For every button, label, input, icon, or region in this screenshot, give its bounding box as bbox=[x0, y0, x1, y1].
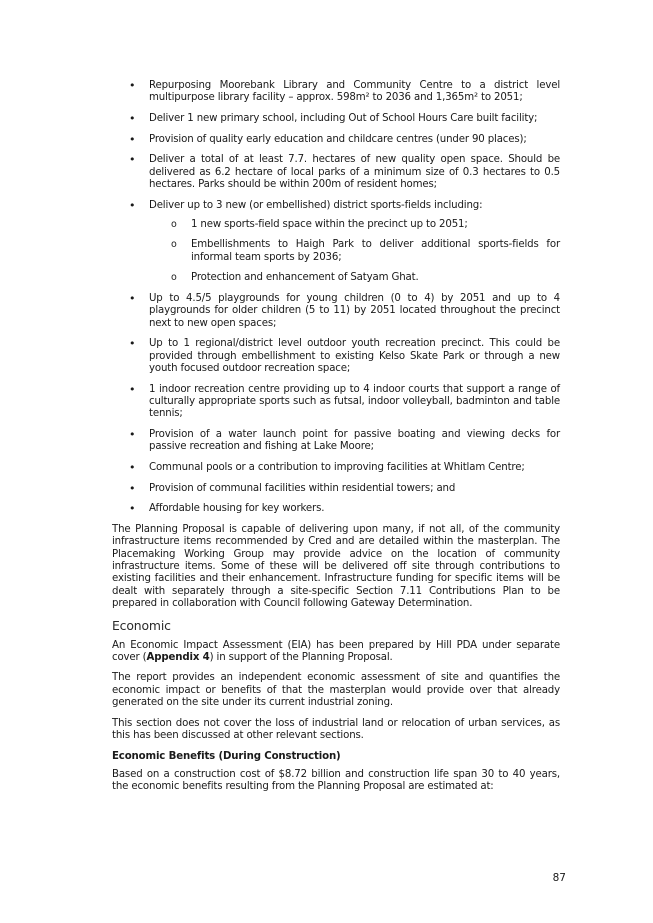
bullet-item bbox=[112, 483, 560, 495]
bullet-text: Deliver up to 3 new (or embellished) district sports-fields including: bbox=[149, 199, 483, 211]
bullet-item bbox=[112, 429, 560, 454]
bullet-text: Up to 4.5/5 playgrounds for young children (0 to 4) by 2051 and up to 4 playgrounds for older children (5 to 11) by 2051 located throughout the precinct next to new open spaces; bbox=[149, 292, 560, 329]
sub-bullet-text: 1 new sports-field space within the precinct up to 2051; bbox=[191, 219, 468, 230]
bullet-item bbox=[112, 338, 560, 375]
economic-benefits-subheading: Economic Benefits (During Construction) bbox=[112, 750, 341, 762]
bullet-text: Deliver 1 new primary school, including Out of School Hours Care built facility; bbox=[149, 113, 538, 124]
appendix-reference: Appendix 4 bbox=[146, 652, 210, 664]
eia-text-before: An Economic Impact Assessment (EIA) has been prepared by Hill PDA under separate cover ( bbox=[112, 639, 560, 664]
bullet-text: 1 indoor recreation centre providing up to 4 indoor courts that support a range of culturally appropriate sports such as futsal, indoor volleyball, badminton and table tennis; bbox=[149, 383, 560, 420]
sub-bullet-text: Protection and enhancement of Satyam Ghat. bbox=[191, 272, 419, 284]
bullet-text: Repurposing Moorebank Library and Community Centre to a district level multipurpose library facility – approx. 598m² to 2036 and 1,365m² to 2051; bbox=[149, 80, 560, 104]
page-number: 87 bbox=[552, 872, 566, 884]
bullet-item bbox=[112, 293, 560, 330]
bullet-text: Communal pools or a contribution to improving facilities at Whitlam Centre; bbox=[149, 462, 525, 474]
eia-text-after: ) in support of the Planning Proposal. bbox=[209, 652, 393, 664]
bullet-item bbox=[112, 80, 560, 105]
bullet-text: Provision of communal facilities within residential towers; and bbox=[149, 482, 456, 494]
bullet-item bbox=[112, 154, 560, 191]
report-paragraph: The report provides an independent economic assessment of site and quantifies the economic impact or benefits of that the masterplan would provide over that already generated on the site under its current industrial zoning. bbox=[112, 672, 560, 709]
bullet-text: Affordable housing for key workers. bbox=[149, 503, 325, 515]
sub-bullet-item bbox=[149, 239, 560, 264]
bullet-text: Provision of quality early education and childcare centres (under 90 places); bbox=[149, 133, 527, 145]
construction-cost-paragraph: Based on a construction cost of $8.72 billion and construction life span 30 to 40 years, the economic benefits resulting from the Planning Proposal are estimated at: bbox=[112, 768, 560, 793]
page-content bbox=[112, 80, 560, 802]
bullet-text: Up to 1 regional/district level outdoor youth recreation precinct. This could be provided through embellishment to existing Kelso Skate Park or through a new youth focused outdoor recreation space; bbox=[149, 338, 560, 375]
bullet-item bbox=[112, 134, 560, 146]
sub-bullet-text: Embellishments to Haigh Park to deliver additional sports-fields for informal team sports by 2036; bbox=[191, 239, 560, 263]
bullet-text: Provision of a water launch point for passive boating and viewing decks for passive recreation and fishing at Lake Moore; bbox=[149, 429, 560, 453]
bullet-text: Deliver a total of at least 7.7. hectares of new quality open space. Should be delivered as 6.2 hectare of local parks of a minimum size of 0.3 hectares to 0.5 hectares. Parks should be within 200m of resident homes; bbox=[149, 154, 560, 190]
infrastructure-bullet-list bbox=[112, 80, 560, 516]
bullet-item bbox=[112, 462, 560, 474]
sports-field-sub-list bbox=[149, 219, 560, 285]
sub-bullet-item bbox=[149, 219, 560, 231]
sub-bullet-item bbox=[149, 272, 560, 284]
bullet-item bbox=[112, 384, 560, 421]
planning-proposal-paragraph: The Planning Proposal is capable of delivering upon many, if not all, of the community infrastructure items recommended by Cred and are detailed within the masterplan. The Placemaking Working Group may provide advice on the location of community infrastructure items. Some of these will be delivered off site through contributions to existing facilities and their enhancement. Infrastructure funding for specific items will be dealt with separately through a site-specific Section 7.11 Contributions Plan to be prepared in collaboration with Council following Gateway Determination. bbox=[112, 523, 560, 610]
bullet-item bbox=[112, 113, 560, 125]
bullet-item bbox=[112, 503, 560, 515]
scope-paragraph: This section does not cover the loss of industrial land or relocation of urban services, as this has been discussed at other relevant sections. bbox=[112, 717, 560, 742]
section-heading-economic: Economic bbox=[112, 617, 171, 633]
eia-paragraph bbox=[112, 640, 560, 665]
bullet-item bbox=[112, 200, 560, 285]
